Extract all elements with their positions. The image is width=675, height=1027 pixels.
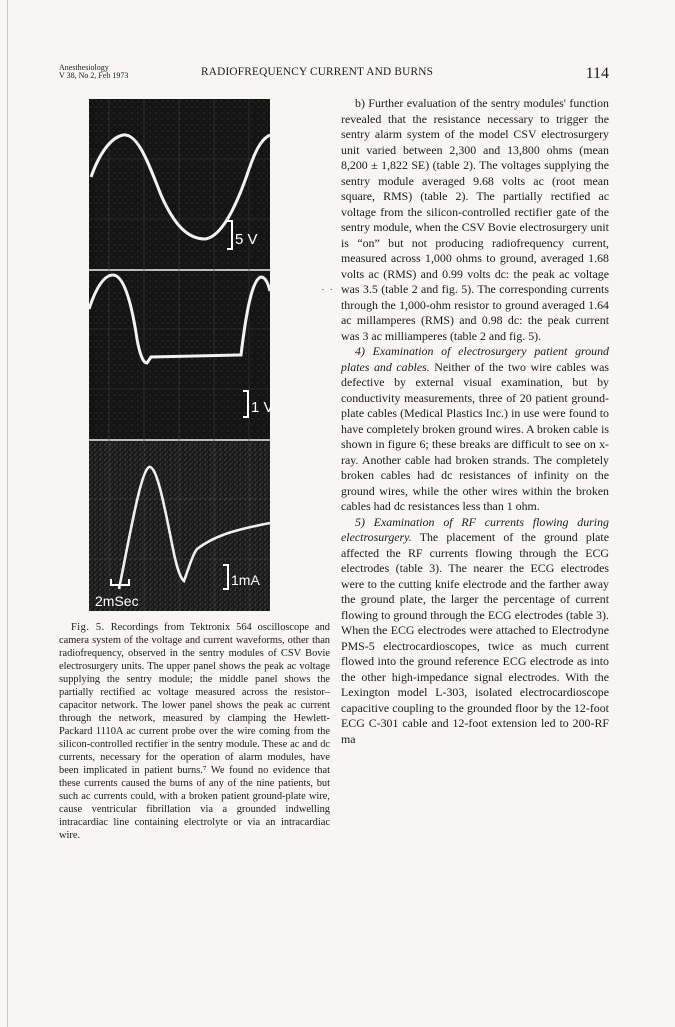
journal-citation <box>59 64 128 80</box>
margin-dots: · · <box>321 284 335 296</box>
oscilloscope-figure <box>89 99 274 611</box>
journal-name: Anesthesiology <box>59 63 109 72</box>
page-edge-line <box>7 0 8 1027</box>
section-text-5: The placement of the ground plate affected the RF currents flowing through the ECG electrodes (table 3). The nearer the ECG electrodes were to the cutting knife electrode and the farther away the ground plate, the larger the percentage of current flowing to ground through the ECG electrodes (table 3). When the ECG electrodes were attached to Electrodyne PMS-5 electrocardioscopes, twice as much current flowed into the ground reference ECG electrode as into the other high-impedance signal electrodes. With the Lexington model L-303, isolated electrocardioscope capacitive coupling to the grounded floor by the 12-foot ECG C-301 cable and 12-foot extension led to 200-RF ma <box>341 530 609 746</box>
body-paragraph-1: b) Further evaluation of the sentry modules' function revealed that the resistance necessary to trigger the sentry alarm system of the model CSV electrosurgery unit varied between 2,300 and 13,800 ohms (mean 8,200 ± 1,822 SE) (table 2). The voltages supplying the sentry module averaged 9.68 volts ac (root mean square, RMS) (table 2). The partially rectified ac voltage from the silicon-controlled rectifier gate of the sentry module, when the CSV Bovie electrosurgery unit is “on” but not producing radiofrequency current, measured across 1,000 ohms to ground, averaged 1.68 volts ac (RMS) and 0.99 volts dc: the peak ac voltage was 3.5 (table 2 and fig. 5). The corresponding currents through the 1,000-ohm resistor to ground averaged 1.64 ac millamperes (RMS) and 0.98 dc: the peak current was 3 ac milliamperes (table 2 and fig. 5). <box>341 96 609 343</box>
scale-label-lower: 1mA <box>231 572 260 588</box>
body-paragraph-3 <box>341 515 609 748</box>
oscilloscope-traces <box>89 99 274 611</box>
scale-label-upper: 5 V <box>235 231 258 248</box>
figure-caption <box>59 621 330 842</box>
running-title: RADIOFREQUENCY CURRENT AND BURNS <box>201 66 434 78</box>
page-number: 114 <box>585 65 609 82</box>
caption-text: Recordings from Tektronix 564 oscilloscope and camera system of the voltage and current waveforms, other than radiofrequency, observed in the sentry modules of CSV Bovie electrosurgery units. The upper panel shows the peak ac voltage supplying the sentry module; the middle panel shows the partially rectified ac voltage measured across the resistor–capacitor network. The lower panel shows the peak ac current through the network, measured by clamping the Hewlett-Packard 1110A ac current probe over the wire coming from the silicon-controlled rectifier in the sentry module. These ac and dc currents, necessary for the operation of alarm modules, have been implicated in patient burns.⁷ We found no evidence that these currents caused the burns of any of the nine patients, but such ac currents could, with a broken patient ground-plate wire, cause ventricular fibrillation via a grounded indwelling intracardiac line containing electrolyte or via an intracardiac wire. <box>59 622 330 841</box>
caption-label: Fig. 5. <box>71 622 105 633</box>
body-column <box>341 96 609 747</box>
section-heading-4: 4) Examination of electrosurgery patient ground plates and cables. <box>341 344 609 374</box>
time-scale-label: 2mSec <box>95 593 139 609</box>
body-paragraph-2 <box>341 344 609 515</box>
journal-volume: V 38, No 2, Feb 1973 <box>59 71 129 80</box>
section-text-4: Neither of the two wire cables was defective by external visual examination, but by conductivity measurements, three of 20 patient ground-plate cables (Medical Plastics Inc.) in use were found to have completely broken ground wires. A broken cable is shown in figure 6; these breaks are difficult to see on x-ray. Another cable had broken strands. The completely broken cables had dc resistances of infinity on the ground wires, while the other wires within the broken cables had dc resistances less than 1 ohm. <box>341 359 609 513</box>
page-header <box>59 64 615 90</box>
scale-label-middle: 1 V <box>251 399 274 416</box>
section-heading-5: 5) Examination of RF currents flowing during electrosurgery. <box>341 514 609 544</box>
